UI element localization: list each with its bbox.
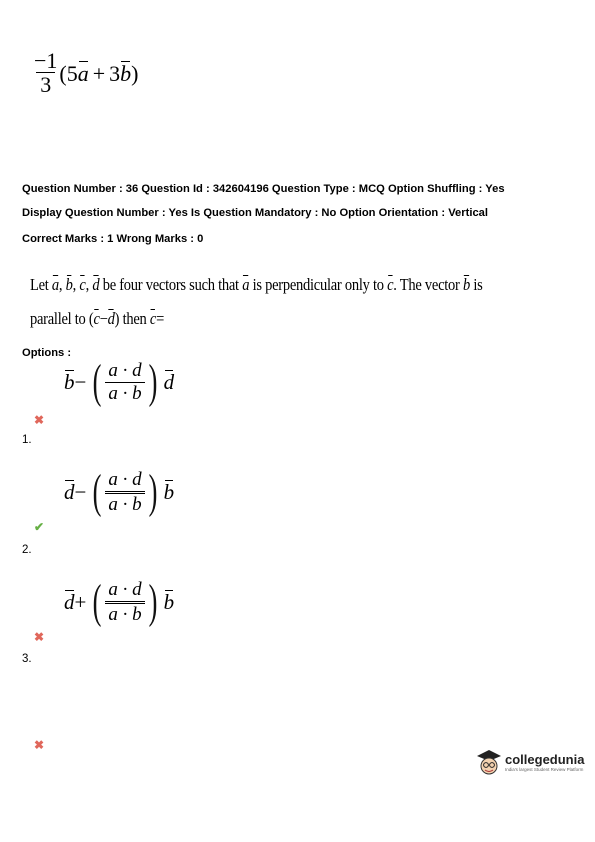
open-paren: ( <box>59 60 67 86</box>
question-meta-line-2: Display Question Number : Yes Is Question Mandatory : No Option Orientation : Vertical <box>22 207 489 219</box>
wrong-mark-icon: ✖ <box>34 413 45 427</box>
minus-sign: − <box>99 309 108 328</box>
question-meta-line-3: Correct Marks : 1 Wrong Marks : 0 <box>22 233 204 245</box>
option-denominator: a · b <box>105 382 144 405</box>
vector-tail: b <box>163 479 175 504</box>
wrong-mark-icon: ✖ <box>34 738 45 752</box>
correct-check-icon: ✔ <box>34 520 45 534</box>
question-text-line-1: Let a, b, c, d be four vectors such that a is perpendicular only to c. The vector b is <box>30 275 483 294</box>
option-numerator: a · d <box>108 578 142 600</box>
question-text-part: is <box>473 275 483 294</box>
right-paren: ) <box>148 355 157 408</box>
left-paren: ( <box>92 355 102 408</box>
operator: + <box>74 589 87 614</box>
vector-b: b <box>462 275 470 294</box>
question-meta-line-1: Question Number : 36 Question Id : 342604196 Question Type : MCQ Option Shuffling : Yes <box>22 183 505 195</box>
coef-a: 5 <box>66 60 78 86</box>
collegedunia-logo <box>476 748 584 778</box>
question-text-line-2: parallel to (c−d) then c= <box>30 309 165 328</box>
option-denominator: a · b <box>105 491 144 516</box>
plus-sign: + <box>92 60 106 86</box>
vector-d: d <box>107 309 115 328</box>
option-number: 2. <box>22 544 32 556</box>
vector-c: c <box>93 309 100 328</box>
graduate-mascot-icon <box>476 748 502 778</box>
vector-lead: d <box>64 589 75 614</box>
right-paren: ) <box>148 575 157 628</box>
logo-brand: collegedunia <box>505 752 585 767</box>
left-paren: ( <box>92 575 102 628</box>
logo-tagline: India's largest Student Review Platform <box>505 767 584 772</box>
parenthesized-fraction <box>89 575 160 628</box>
option-fraction <box>105 360 144 405</box>
vector-a: a <box>51 275 59 294</box>
vector-c: c <box>387 275 394 294</box>
fraction-numerator: −1 <box>34 48 58 73</box>
option-fraction <box>105 469 144 516</box>
vector-tail: b <box>163 589 175 614</box>
vector-a: a <box>242 275 250 294</box>
vector-a: a <box>77 60 89 86</box>
question-text-part: is perpendicular only to <box>252 275 384 294</box>
option-number: 1. <box>22 434 32 446</box>
wrong-mark-icon: ✖ <box>34 630 45 644</box>
option-numerator: a · d <box>108 468 142 490</box>
equals-sign: = <box>156 309 165 328</box>
parenthesized-fraction <box>89 465 160 518</box>
option-number: 3. <box>22 653 32 665</box>
question-text-part: . The vector <box>393 275 460 294</box>
option-3-expression[interactable] <box>64 575 175 628</box>
vector-c: c <box>79 275 86 294</box>
coef-b: 3 <box>109 60 121 86</box>
vector-b: b <box>65 275 73 294</box>
question-let: Let <box>30 275 49 294</box>
operator: − <box>74 369 87 394</box>
vector-b: b <box>120 60 132 86</box>
left-paren: ( <box>92 465 102 518</box>
option-numerator: a · d <box>108 359 142 381</box>
previous-answer-expression <box>32 50 139 97</box>
option-fraction <box>105 579 144 626</box>
operator: − <box>74 479 87 504</box>
fraction <box>32 50 59 97</box>
options-label: Options : <box>22 347 72 359</box>
vector-lead: b <box>64 369 75 394</box>
option-denominator: a · b <box>105 601 144 626</box>
question-text-part: parallel to <box>30 309 86 328</box>
question-text-part: be four vectors such that <box>102 275 239 294</box>
vector-c: c <box>149 309 157 328</box>
logo-text <box>505 753 584 773</box>
option-1-expression[interactable] <box>64 355 175 408</box>
parenthesized-fraction <box>89 355 160 408</box>
right-paren: ) <box>148 465 157 518</box>
vector-lead: d <box>64 479 75 504</box>
close-paren: ) <box>131 60 139 86</box>
question-text-part: then <box>122 309 147 328</box>
vector-d: d <box>92 275 100 294</box>
option-2-expression[interactable] <box>64 465 175 518</box>
fraction-denominator: 3 <box>36 72 55 97</box>
vector-tail: d <box>163 369 175 394</box>
